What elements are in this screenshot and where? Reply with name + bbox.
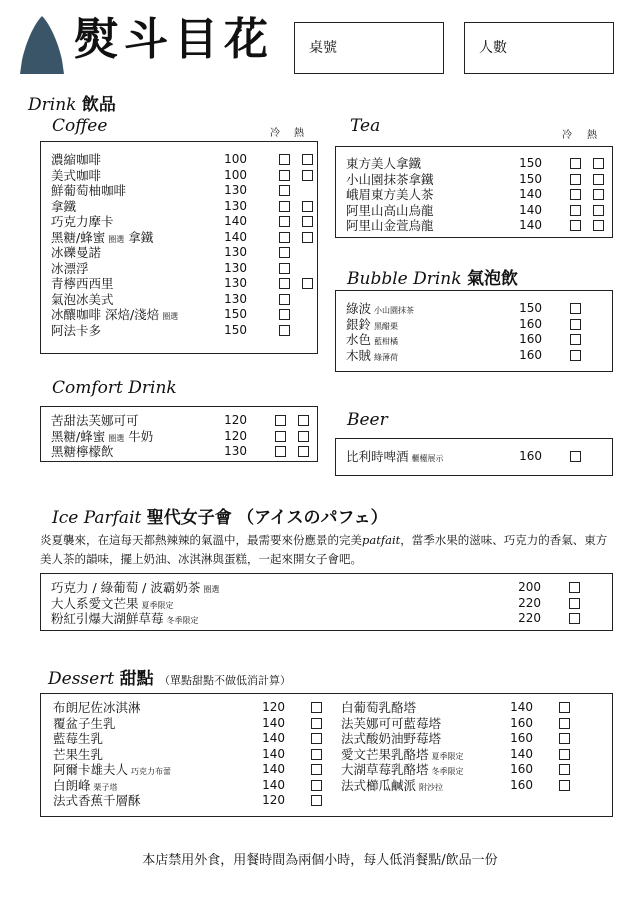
bubble-item-price: 160 [519, 316, 542, 331]
beer-box [335, 438, 613, 476]
dessert-item-price: 160 [510, 715, 533, 730]
coffee-item-label: 鮮葡萄柚咖啡 [51, 183, 127, 198]
dessert-cold-checkbox[interactable] [559, 749, 570, 760]
tea-box [335, 146, 613, 238]
coffee-cold-checkbox[interactable] [279, 294, 290, 305]
bubble-title [347, 264, 518, 289]
dessert-item-note: 巧克力布蕾 [131, 767, 172, 776]
tea-item-name [346, 172, 434, 188]
dessert-item [53, 793, 323, 809]
tea-cold-checkbox[interactable] [570, 189, 581, 200]
coffee-item [51, 307, 307, 323]
people-count-label: 人數 [479, 40, 507, 56]
bubble-box [335, 290, 613, 372]
tea-cold-checkbox[interactable] [570, 158, 581, 169]
dessert-cold-checkbox[interactable] [559, 764, 570, 775]
dessert-cold-checkbox[interactable] [559, 733, 570, 744]
comfort-item-price: 130 [224, 444, 247, 458]
coffee-item [51, 323, 307, 339]
tea-item-name [346, 187, 434, 203]
bubble-cold-checkbox[interactable] [570, 319, 581, 330]
comfort-item-price: 120 [224, 413, 247, 427]
dessert-cold-checkbox[interactable] [559, 718, 570, 729]
dessert-item [53, 716, 323, 732]
coffee-cold-checkbox[interactable] [279, 247, 290, 258]
parfait-desc-part2: ，當季水果的滋味、巧克力的香氣、東方美人茶的韻味，擺上奶油、冰淇淋與蛋糕，一起來開女子會吧。 [40, 533, 608, 566]
coffee-hot-checkbox[interactable] [302, 170, 313, 181]
comfort-item-note: 圈選 [108, 433, 125, 443]
bubble-item-label: 木賊 [346, 347, 372, 363]
tea-item-label: 阿里山高山烏龍 [346, 202, 434, 218]
coffee-item-price: 130 [224, 260, 247, 275]
dessert-item-price: 160 [510, 762, 533, 776]
coffee-hot-checkbox[interactable] [302, 154, 313, 165]
tea-item-name [346, 156, 421, 172]
bubble-item-note: 黑醋栗 [374, 321, 399, 331]
dessert-item-label: 芒果生乳 [53, 746, 104, 762]
coffee-item-price: 130 [224, 198, 247, 213]
coffee-item-price: 100 [224, 152, 247, 166]
tea-item [346, 187, 604, 203]
dessert-item-name [341, 700, 416, 716]
coffee-item-label: 氣泡冰美式 [51, 291, 114, 307]
parfait-item-label: 大人系愛文芒果 [51, 595, 139, 611]
bubble-item-name [346, 348, 398, 366]
coffee-item-label: 美式咖啡 [51, 167, 102, 183]
tea-item [346, 156, 604, 172]
coffee-hot-header: 熱 [294, 128, 304, 139]
dessert-item [341, 716, 601, 732]
bubble-item [346, 317, 604, 333]
coffee-item-price: 130 [224, 291, 247, 306]
coffee-item-price: 150 [224, 307, 247, 321]
coffee-cold-checkbox[interactable] [279, 201, 290, 212]
comfort-item-name [51, 413, 139, 429]
tea-hot-checkbox[interactable] [593, 158, 604, 169]
coffee-item-name [51, 168, 101, 184]
coffee-hot-checkbox[interactable] [302, 232, 313, 243]
dessert-item-label: 愛文芒果乳酪塔 [341, 746, 429, 762]
dessert-item-label: 法芙娜可可藍莓塔 [341, 715, 442, 731]
dessert-item-price: 160 [510, 731, 533, 745]
dessert-item-label: 大湖草莓乳酪塔 [341, 762, 429, 777]
coffee-cold-checkbox[interactable] [279, 154, 290, 165]
dessert-item-label: 覆盆子生乳 [53, 715, 116, 731]
comfort-item-label: 黑糖/蜂蜜 [51, 428, 106, 444]
bubble-item-label: 銀鈴 [346, 316, 372, 332]
parfait-item-label: 巧克力 / 綠葡萄 / 波霸奶茶 [51, 580, 201, 595]
coffee-item-label: 濃縮咖啡 [51, 152, 102, 167]
coffee-item-name [51, 276, 114, 292]
tea-item-label: 阿里山金萱烏龍 [346, 218, 434, 233]
drink-title-zh: 飲品 [81, 95, 116, 115]
dessert-item-label: 阿爾卡雄夫人 [53, 762, 129, 777]
beer-item-label: 比利時啤酒 [346, 449, 409, 464]
dessert-cold-checkbox[interactable] [311, 749, 322, 760]
dessert-item-label: 藍莓生乳 [53, 731, 104, 746]
tea-item-label: 東方美人拿鐵 [346, 156, 422, 171]
bubble-cold-checkbox[interactable] [570, 334, 581, 345]
dessert-item-name [53, 716, 116, 732]
dessert-item-name [53, 747, 103, 763]
dessert-item-price: 140 [510, 746, 533, 761]
tea-hot-checkbox[interactable] [593, 189, 604, 200]
beer-title: Beer [347, 410, 388, 430]
comfort-box [40, 406, 318, 462]
coffee-item-price: 130 [224, 183, 247, 197]
bubble-item-note: 綠薄荷 [374, 352, 399, 362]
dessert-cold-checkbox[interactable] [311, 780, 322, 791]
dessert-item-name [53, 793, 141, 809]
coffee-cold-checkbox[interactable] [279, 170, 290, 181]
parfait-cold-checkbox[interactable] [569, 582, 580, 593]
coffee-cold-checkbox[interactable] [279, 309, 290, 320]
coffee-cold-checkbox[interactable] [279, 263, 290, 274]
iron-logo-icon [16, 14, 68, 78]
dessert-item-label: 布朗尼佐冰淇淋 [53, 700, 141, 715]
tea-cold-checkbox[interactable] [570, 205, 581, 216]
coffee-cold-checkbox[interactable] [279, 325, 290, 336]
coffee-item-price: 130 [224, 276, 247, 290]
parfait-item-note: 冬季限定 [166, 616, 199, 625]
coffee-item [51, 292, 307, 308]
comfort-cold-checkbox[interactable] [275, 446, 286, 457]
dessert-item-price: 120 [262, 700, 285, 714]
bubble-item [346, 301, 604, 317]
parfait-item-price: 220 [518, 595, 541, 610]
parfait-desc-part1: 炎夏襲來，在這每天都熱辣辣的氣溫中，最需要來份應景的完美 [40, 533, 362, 547]
dessert-item-price: 120 [262, 793, 285, 807]
dessert-item [341, 778, 601, 794]
dessert-item-name [341, 731, 441, 747]
dessert-title-en: Dessert [48, 669, 115, 689]
bubble-item [346, 332, 604, 348]
tea-item-label: 峨眉東方美人茶 [346, 187, 434, 202]
coffee-item-price: 130 [224, 245, 247, 259]
coffee-hot-checkbox[interactable] [302, 216, 313, 227]
bubble-title-en: Bubble Drink [347, 269, 462, 289]
dessert-item [53, 762, 323, 778]
bubble-item [346, 348, 604, 364]
tea-item-label: 小山園抹茶拿鐵 [346, 171, 434, 187]
comfort-item-price: 120 [224, 428, 247, 443]
comfort-hot-checkbox[interactable] [298, 446, 309, 457]
comfort-item [51, 413, 307, 429]
bubble-item-price: 160 [519, 347, 542, 362]
parfait-item-price: 220 [518, 611, 541, 625]
coffee-item-price: 140 [224, 214, 247, 228]
parfait-item-note: 圈選 [203, 585, 220, 594]
dessert-item-label: 法式酸奶油野莓塔 [341, 731, 442, 746]
shop-logo-text: 熨斗目花 [74, 14, 274, 65]
dessert-item [53, 700, 323, 716]
dessert-title [48, 664, 291, 689]
coffee-hot-checkbox[interactable] [302, 201, 313, 212]
comfort-item-label: 苦甜法芙娜可可 [51, 413, 139, 428]
parfait-title [52, 503, 388, 528]
tea-item [346, 172, 604, 188]
comfort-hot-checkbox[interactable] [298, 431, 309, 442]
coffee-item-name [51, 245, 101, 261]
parfait-item-name [51, 611, 199, 629]
beer-item-price: 160 [519, 449, 542, 463]
dessert-item-note: 附沙拉 [419, 782, 444, 792]
comfort-item-label: 黑糖檸檬飲 [51, 444, 114, 459]
coffee-box [40, 141, 318, 354]
dessert-item [341, 731, 601, 747]
tea-cold-checkbox[interactable] [570, 174, 581, 185]
tea-item-name [346, 203, 434, 219]
parfait-title-en: Ice Parfait [52, 508, 142, 528]
beer-cold-checkbox[interactable] [570, 451, 581, 462]
coffee-item-price: 100 [224, 167, 247, 182]
dessert-item-label: 白朗峰 [53, 777, 91, 793]
dessert-item-price: 140 [262, 762, 285, 776]
comfort-title: Comfort Drink [52, 378, 177, 398]
coffee-item-label: 冰漂浮 [51, 260, 89, 276]
dessert-box [40, 693, 613, 817]
coffee-item-name [51, 323, 101, 339]
bubble-item-label: 水色 [346, 332, 372, 347]
bubble-item-label: 綠波 [346, 301, 372, 316]
dessert-cold-checkbox[interactable] [311, 764, 322, 775]
coffee-item [51, 276, 307, 292]
tea-title: Tea [350, 116, 381, 136]
dessert-item [341, 747, 601, 763]
coffee-item-name [51, 152, 101, 168]
beer-item-name [346, 449, 444, 467]
comfort-item-name [51, 444, 114, 460]
tea-hot-checkbox[interactable] [593, 205, 604, 216]
comfort-cold-checkbox[interactable] [275, 415, 286, 426]
dessert-item-name [53, 731, 103, 747]
coffee-item-label: 拿鐵 [51, 198, 77, 214]
tea-item-price: 150 [519, 171, 542, 186]
footer-notice: 本店禁用外食，用餐時間為兩個小時，每人低消餐點/飲品一份 [142, 853, 498, 868]
dessert-item-note: 夏季限定 [431, 751, 464, 761]
parfait-cold-checkbox[interactable] [569, 613, 580, 624]
coffee-item-suffix: 拿鐵 [128, 229, 154, 245]
dessert-item [53, 778, 323, 794]
tea-cold-header: 冷 [562, 130, 572, 141]
dessert-item-label: 法式櫛瓜鹹派 [341, 777, 417, 793]
coffee-item [51, 230, 307, 246]
dessert-item-note: 栗子塔 [93, 782, 118, 792]
comfort-cold-checkbox[interactable] [275, 431, 286, 442]
coffee-item-name [51, 214, 114, 230]
coffee-item [51, 152, 307, 168]
parfait-title-zh: 聖代女子會 [146, 508, 232, 528]
parfait-item-label: 粉紅引爆大湖鮮草莓 [51, 611, 164, 626]
tea-hot-checkbox[interactable] [593, 174, 604, 185]
dessert-item-note: 冬季限定 [431, 767, 464, 776]
dessert-item [341, 700, 601, 716]
bubble-item-note: 藍柑橘 [374, 337, 399, 346]
table-number-field[interactable] [294, 22, 444, 74]
comfort-item [51, 444, 307, 460]
coffee-item-name [51, 292, 114, 308]
parfait-item-note: 夏季限定 [141, 600, 174, 610]
coffee-cold-checkbox[interactable] [279, 185, 290, 196]
dessert-cold-checkbox[interactable] [311, 733, 322, 744]
tea-item-price: 140 [519, 218, 542, 232]
beer-item [346, 449, 604, 465]
coffee-item-label: 冰釀咖啡 深焙/淺焙 [51, 307, 160, 322]
table-number-label: 桌號 [309, 40, 337, 56]
beer-item-note: 櫃檯展示 [411, 454, 444, 463]
dessert-item-name [53, 700, 141, 716]
dessert-item-name [341, 716, 441, 732]
coffee-item [51, 245, 307, 261]
dessert-cold-checkbox[interactable] [559, 780, 570, 791]
coffee-item-label: 冰礫曼諾 [51, 245, 102, 260]
tea-item-name [346, 218, 434, 234]
parfait-title-jp: （アイスのパフェ） [237, 508, 388, 528]
coffee-item [51, 261, 307, 277]
dessert-cold-checkbox[interactable] [311, 718, 322, 729]
coffee-title: Coffee [52, 116, 108, 136]
coffee-item-label: 阿法卡多 [51, 322, 102, 338]
dessert-item-price: 140 [510, 700, 533, 714]
dessert-cold-checkbox[interactable] [311, 795, 322, 806]
coffee-item-name [51, 183, 126, 199]
coffee-item-label: 青檸西西里 [51, 276, 114, 291]
coffee-cold-checkbox[interactable] [279, 278, 290, 289]
coffee-cold-checkbox[interactable] [279, 216, 290, 227]
tea-item [346, 203, 604, 219]
dessert-item [53, 731, 323, 747]
coffee-item-name [51, 199, 76, 215]
dessert-item-label: 白葡萄乳酪塔 [341, 700, 417, 715]
coffee-item [51, 214, 307, 230]
parfait-desc-word: patfait [362, 533, 401, 547]
dessert-item-price: 140 [262, 777, 285, 792]
coffee-item-note: 圈選 [162, 312, 179, 321]
dessert-item-name [341, 778, 443, 796]
dessert-title-note: （單點甜點不做低消計算） [158, 674, 291, 687]
dessert-item-price: 140 [262, 715, 285, 730]
bubble-item-price: 150 [519, 301, 542, 315]
bubble-title-zh: 氣泡飲 [466, 269, 518, 289]
dessert-cold-checkbox[interactable] [559, 702, 570, 713]
parfait-item [51, 580, 601, 596]
bubble-item-price: 160 [519, 332, 542, 346]
parfait-cold-checkbox[interactable] [569, 598, 580, 609]
parfait-description [40, 531, 610, 569]
tea-hot-header: 熱 [587, 130, 597, 141]
coffee-item [51, 199, 307, 215]
tea-item-price: 150 [519, 156, 542, 170]
dessert-title-zh: 甜點 [119, 669, 154, 689]
dessert-item [53, 747, 323, 763]
parfait-box [40, 573, 613, 631]
coffee-item-note: 圈選 [108, 234, 125, 244]
comfort-item-suffix: 牛奶 [128, 428, 154, 444]
dessert-cold-checkbox[interactable] [311, 702, 322, 713]
comfort-item [51, 429, 307, 445]
drink-title-en: Drink [28, 95, 77, 115]
coffee-item-label: 黑糖/蜂蜜 [51, 229, 106, 245]
dessert-item-price: 140 [262, 746, 285, 761]
dessert-item-label: 法式香蕉千層酥 [53, 793, 141, 808]
tea-hot-checkbox[interactable] [593, 220, 604, 231]
coffee-item-price: 140 [224, 229, 247, 244]
tea-cold-checkbox[interactable] [570, 220, 581, 231]
bubble-cold-checkbox[interactable] [570, 350, 581, 361]
parfait-item [51, 596, 601, 612]
coffee-hot-checkbox[interactable] [302, 278, 313, 289]
coffee-item-price: 150 [224, 322, 247, 337]
tea-item-price: 140 [519, 202, 542, 217]
dessert-item-price: 160 [510, 777, 533, 792]
coffee-cold-header: 冷 [270, 128, 280, 139]
dessert-item [341, 762, 601, 778]
tea-item-price: 140 [519, 187, 542, 201]
parfait-item-price: 200 [518, 580, 541, 594]
dessert-item-price: 140 [262, 731, 285, 745]
bubble-cold-checkbox[interactable] [570, 303, 581, 314]
people-count-field[interactable] [464, 22, 614, 74]
parfait-item [51, 611, 601, 627]
coffee-item [51, 168, 307, 184]
tea-item [346, 218, 604, 234]
coffee-item-name [51, 261, 89, 277]
comfort-hot-checkbox[interactable] [298, 415, 309, 426]
bubble-item-note: 小山園抹茶 [374, 306, 415, 315]
coffee-cold-checkbox[interactable] [279, 232, 290, 243]
coffee-item-label: 巧克力摩卡 [51, 214, 114, 229]
coffee-item [51, 183, 307, 199]
drink-section-title [28, 90, 116, 115]
